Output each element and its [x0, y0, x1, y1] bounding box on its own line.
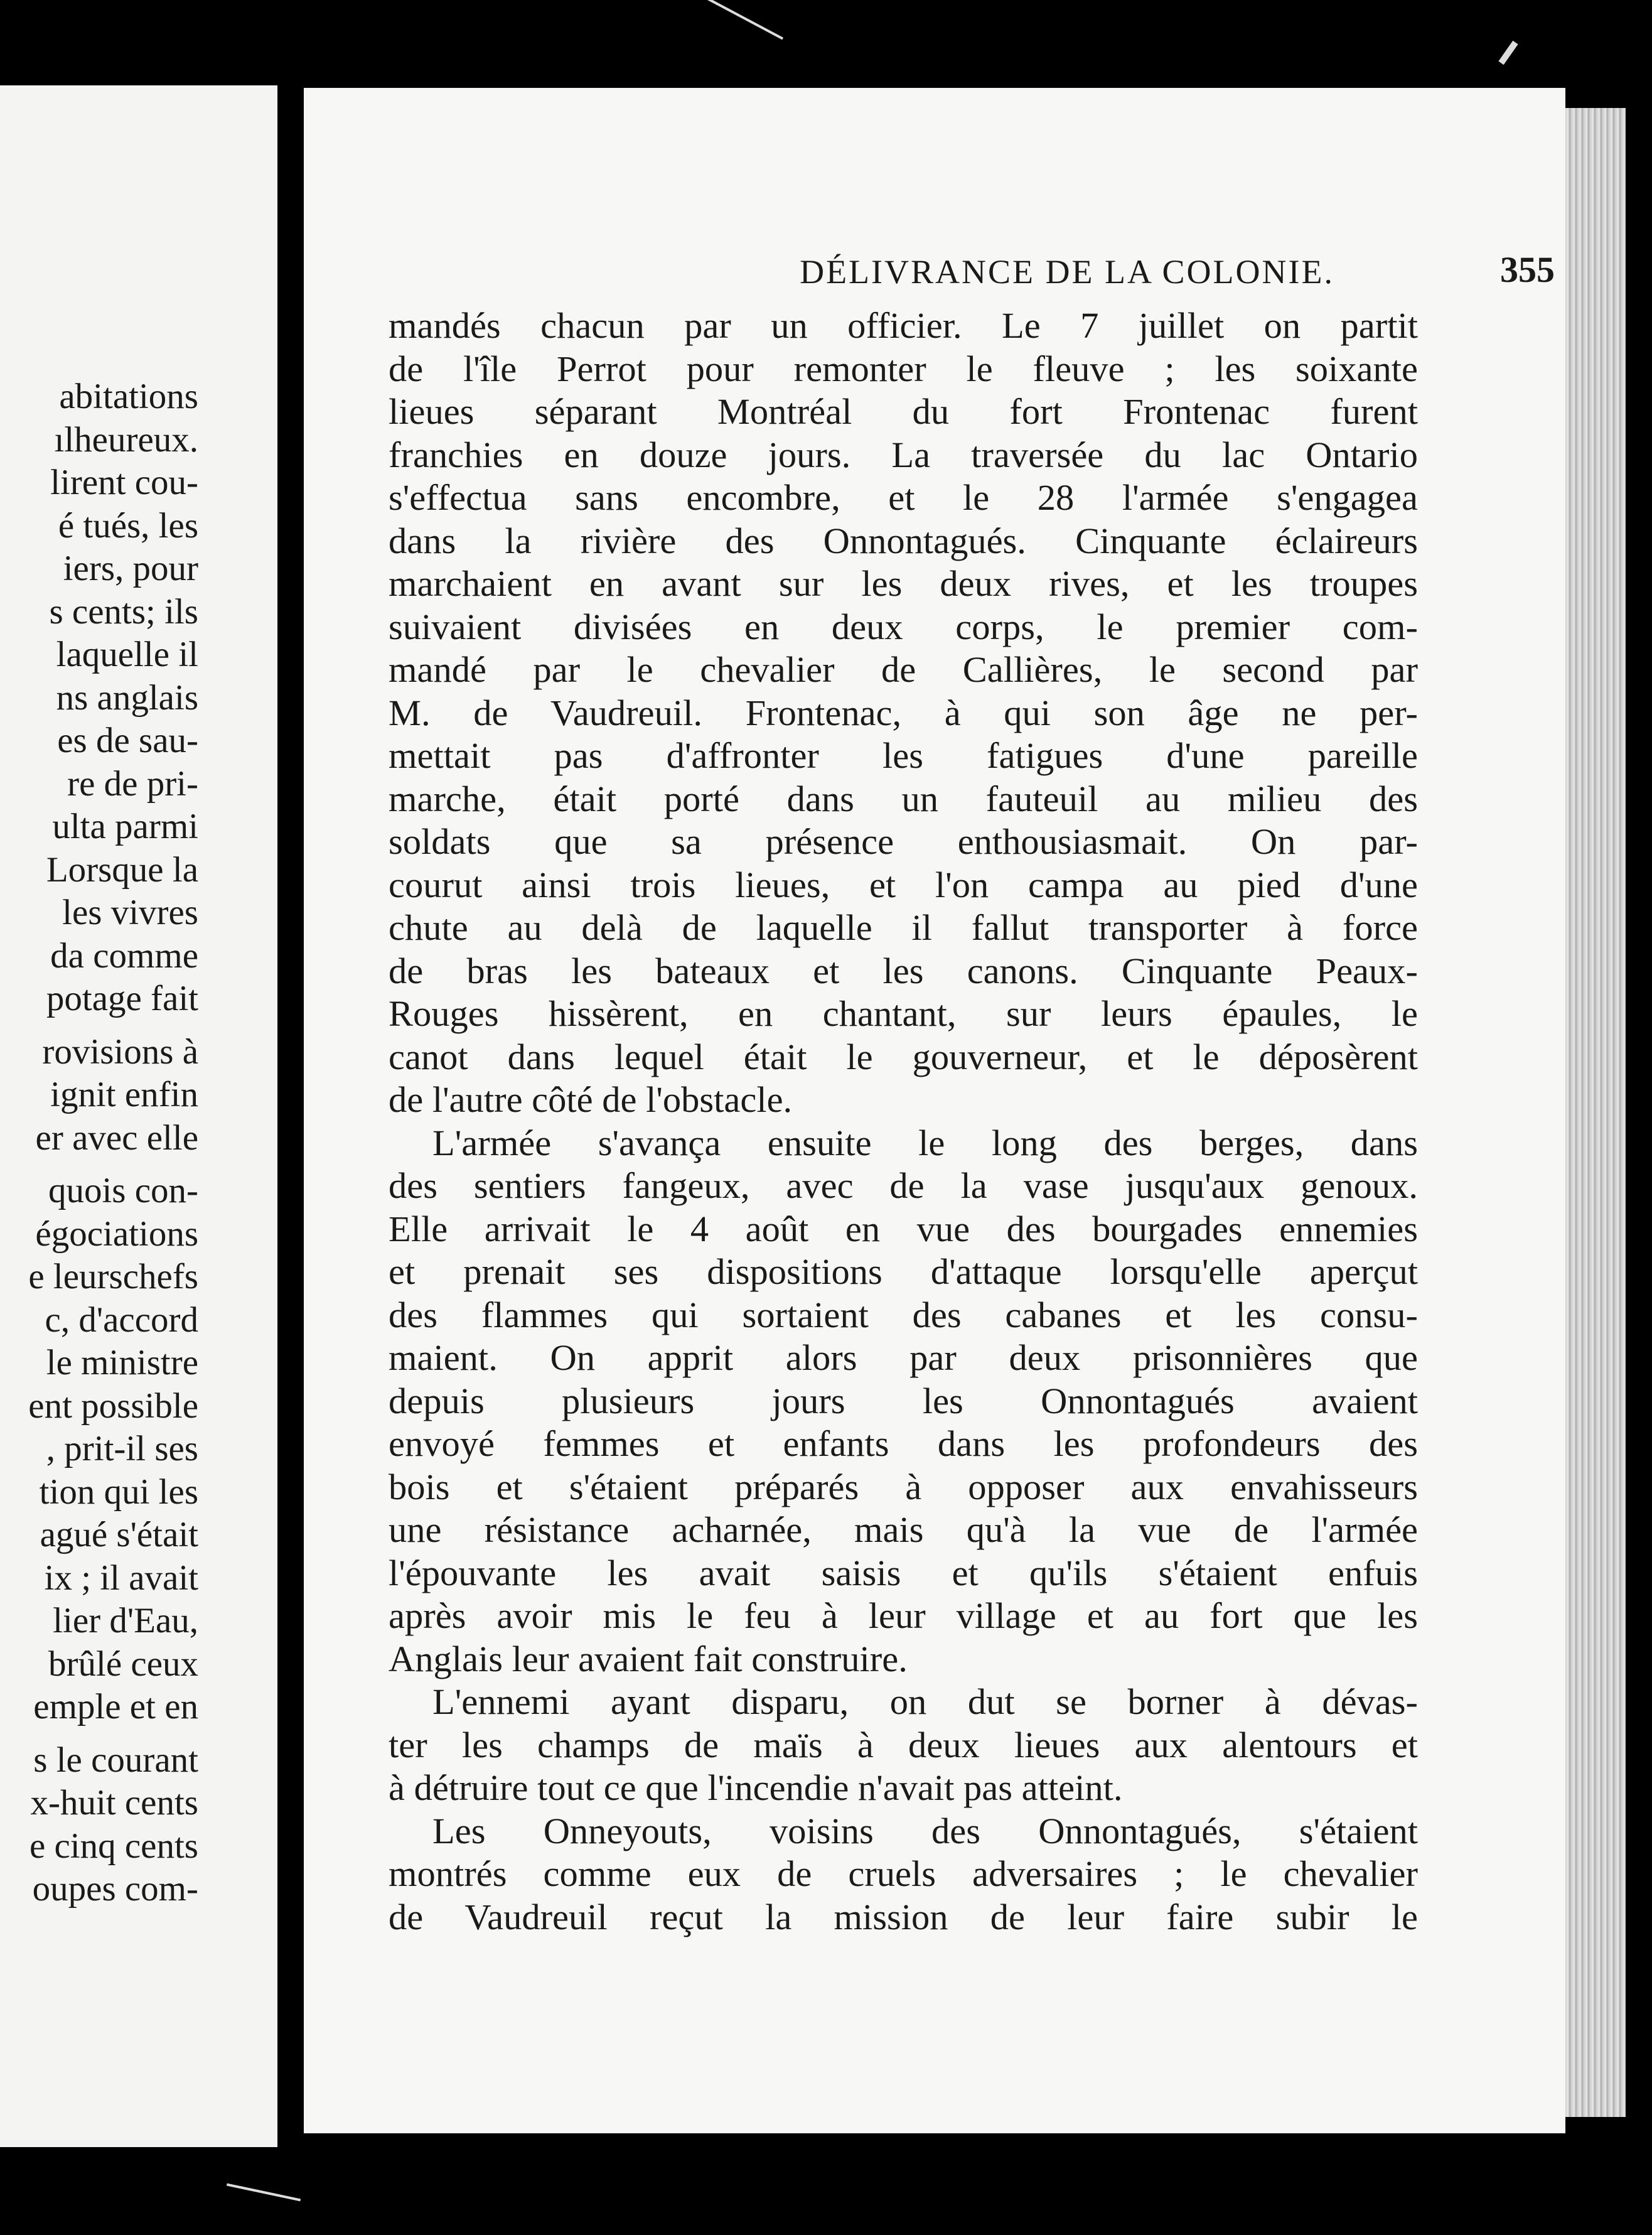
previous-page-line: ent possible — [28, 1386, 198, 1426]
text-line: maient. On apprit alors par deux prisonnières que — [389, 1337, 1418, 1378]
previous-page-line: x-huit cents — [30, 1783, 198, 1823]
text-line: franchies en douze jours. La traversée du lac Ontario — [389, 434, 1418, 475]
text-line: envoyé femmes et enfants dans les profondeurs des — [389, 1423, 1418, 1464]
text-line: M. de Vaudreuil. Frontenac, à qui son âge ne per- — [389, 692, 1418, 733]
text-line: Anglais leur avaient fait construire. — [389, 1638, 908, 1679]
previous-page-line: er avec elle — [35, 1118, 198, 1158]
previous-page-line: oupes com- — [32, 1869, 198, 1909]
previous-page-line: quois con- — [48, 1171, 198, 1210]
text-line: courut ainsi trois lieues, et l'on campa au pied d'une — [389, 864, 1418, 905]
book-page — [304, 88, 1565, 2133]
previous-page-line: le ministre — [46, 1343, 198, 1382]
previous-page-line: re de pri- — [67, 763, 198, 804]
previous-page-line: les vivres — [62, 893, 198, 932]
previous-page-line: lier d'Eau, — [53, 1601, 198, 1640]
text-line: chute au delà de laquelle il fallut transporter à force — [389, 907, 1418, 948]
previous-page-line: es de sau- — [57, 721, 198, 760]
previous-page-line: brûlé ceux — [48, 1644, 198, 1684]
previous-page-line: emple et en — [33, 1687, 198, 1726]
text-line: soldats que sa présence enthousiasmait. On par- — [389, 821, 1418, 862]
previous-page-line: laquelle il — [56, 635, 198, 674]
text-line: dans la rivière des Onnontagués. Cinquante éclaireurs — [389, 520, 1418, 561]
text-line: l'épouvante les avait saisis et qu'ils s'étaient enfuis — [389, 1552, 1418, 1593]
text-line: mandés chacun par un officier. Le 7 juillet on partit — [389, 305, 1418, 346]
paragraph-first-line: L'ennemi ayant disparu, on dut se borner à dévas- — [432, 1681, 1418, 1722]
text-line: de Vaudreuil reçut la mission de leur faire subir le — [389, 1896, 1418, 1937]
previous-page-line: potage fait — [46, 979, 198, 1018]
text-line: bois et s'étaient préparés à opposer aux envahisseurs — [389, 1466, 1418, 1507]
text-line: des flammes qui sortaient des cabanes et les consu- — [389, 1294, 1418, 1335]
text-line: de l'île Perrot pour remonter le fleuve ; les soixante — [389, 348, 1418, 389]
text-line: de bras les bateaux et les canons. Cinquante Peaux- — [389, 950, 1418, 991]
text-line: après avoir mis le feu à leur village et au fort que les — [389, 1595, 1418, 1636]
previous-page-line: s le courant — [33, 1740, 198, 1780]
previous-page-line: e leurschefs — [28, 1257, 198, 1296]
previous-page-line: e cinq cents — [29, 1826, 198, 1866]
page-edges — [1565, 108, 1626, 2117]
text-line: ter les champs de maïs à deux lieues aux alentours et — [389, 1724, 1418, 1765]
text-line: marche, était porté dans un fauteuil au milieu des — [389, 778, 1418, 819]
text-line: lieues séparant Montréal du fort Frontenac furent — [389, 391, 1418, 432]
previous-page-line: égociations — [35, 1214, 198, 1254]
paragraph-first-line: Les Onneyouts, voisins des Onnontagués, s'étaient — [432, 1810, 1418, 1851]
previous-page-line: da comme — [50, 935, 198, 976]
previous-page-text — [28, 375, 198, 1911]
previous-page-line: c, d'accord — [45, 1300, 198, 1340]
previous-page-line: ılheureux. — [54, 419, 198, 460]
text-line: marchaient en avant sur les deux rives, et les troupes — [389, 563, 1418, 604]
scan-artifact — [660, 0, 783, 40]
previous-page-line: abitations — [59, 377, 198, 416]
page-number: 355 — [1500, 249, 1555, 290]
paragraph-first-line: L'armée s'avança ensuite le long des berges, dans — [432, 1122, 1418, 1163]
text-line: une résistance acharnée, mais qu'à la vue de l'armée — [389, 1509, 1418, 1550]
previous-page-fragment — [0, 85, 277, 2147]
text-line: des sentiers fangeux, avec de la vase jusqu'aux genoux. — [389, 1165, 1418, 1206]
text-line: mandé par le chevalier de Callières, le second par — [389, 649, 1418, 690]
text-line: suivaient divisées en deux corps, le premier com- — [389, 606, 1418, 647]
page-body — [389, 304, 1418, 1939]
text-line: à détruire tout ce que l'incendie n'avait pas atteint. — [389, 1767, 1123, 1808]
previous-page-line: agué s'était — [40, 1515, 198, 1554]
previous-page-line: s cents; ils — [49, 591, 198, 632]
previous-page-line: ns anglais — [56, 677, 198, 718]
text-line: Rouges hissèrent, en chantant, sur leurs épaules, le — [389, 993, 1418, 1034]
previous-page-line: , prit-il ses — [46, 1429, 198, 1468]
text-line: montrés comme eux de cruels adversaires ; le chevalier — [389, 1853, 1418, 1894]
text-line: depuis plusieurs jours les Onnontagués avaient — [389, 1380, 1418, 1421]
previous-page-line: Lorsque la — [46, 849, 198, 890]
previous-page-line: tion qui les — [39, 1472, 198, 1512]
previous-page-line: ix ; il avait — [44, 1558, 198, 1598]
text-line: Elle arrivait le 4 août en vue des bourgades ennemies — [389, 1208, 1418, 1249]
previous-page-line: é tués, les — [58, 505, 198, 546]
scan-artifact — [1498, 41, 1518, 65]
text-line: canot dans lequel était le gouverneur, et le déposèrent — [389, 1036, 1418, 1077]
previous-page-line: lirent cou- — [50, 463, 198, 502]
text-line: de l'autre côté de l'obstacle. — [389, 1079, 793, 1120]
text-line: s'effectua sans encombre, et le 28 l'armée s'engagea — [389, 477, 1418, 518]
running-title: DÉLIVRANCE DE LA COLONIE. — [800, 253, 1334, 291]
previous-page-line: rovisions à — [42, 1031, 198, 1072]
scan-artifact — [227, 2184, 301, 2202]
previous-page-line: ignit enfin — [50, 1075, 198, 1114]
previous-page-line: iers, pour — [63, 549, 198, 588]
text-line: et prenait ses dispositions d'attaque lorsqu'elle aperçut — [389, 1251, 1418, 1292]
previous-page-line: ulta parmi — [52, 807, 198, 846]
text-line: mettait pas d'affronter les fatigues d'une pareille — [389, 735, 1418, 776]
